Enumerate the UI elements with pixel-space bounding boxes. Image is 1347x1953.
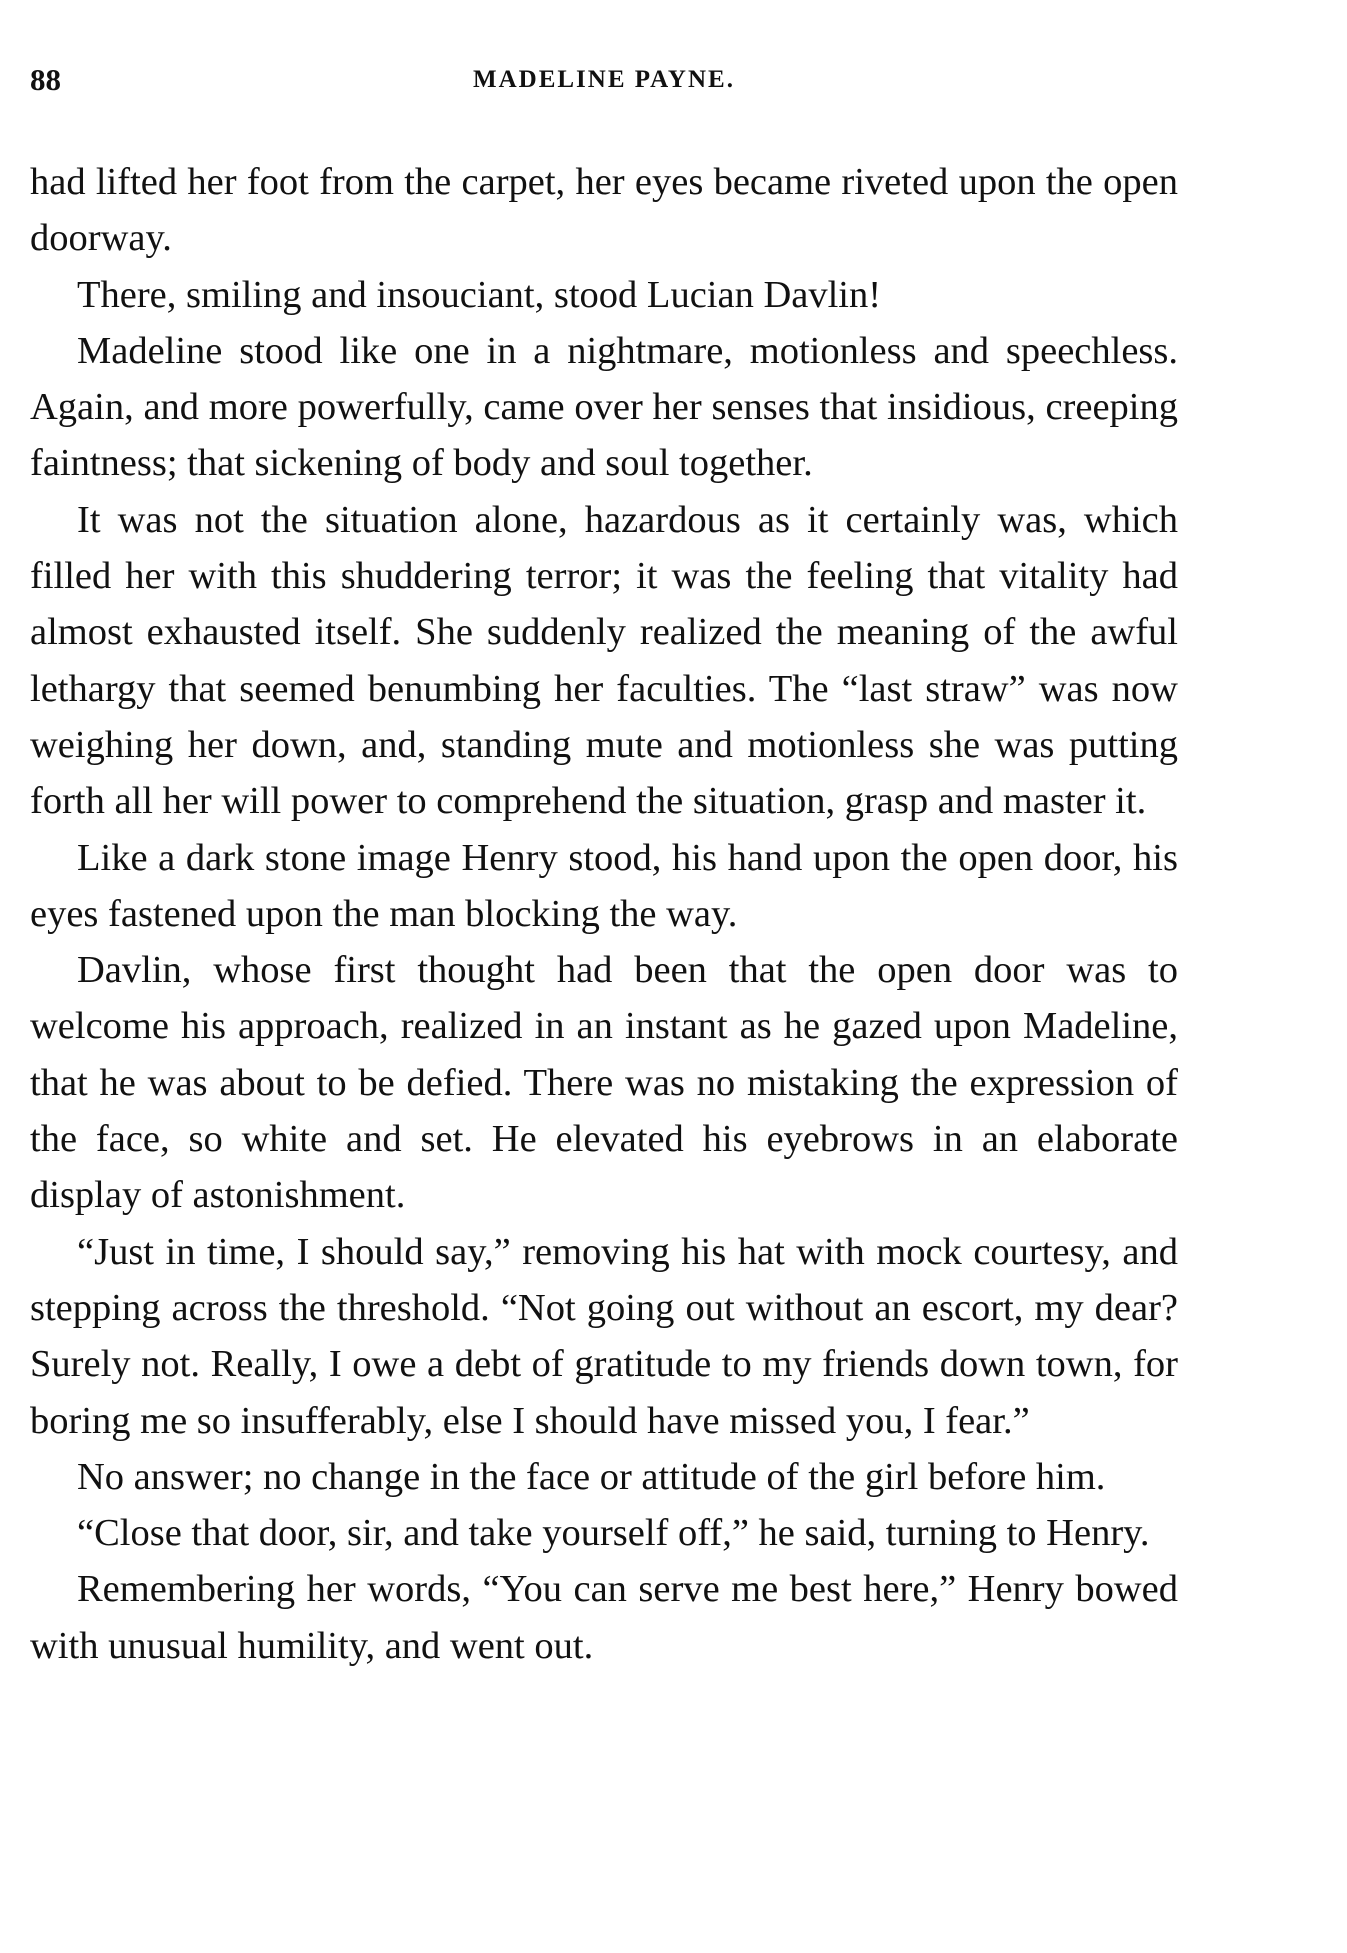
paragraph: had lifted her foot from the carpet, her eyes became riveted upon the open doorway. <box>30 161 1178 260</box>
paragraph: Remembering her words, “You can serve me best here,” Henry bowed with unusual humility, and went out. <box>30 1568 1178 1667</box>
paragraph: It was not the situation alone, hazardous as it certainly was, which filled her with this shuddering terror; it was the feeling that vitality had almost exhausted itself. She suddenly realized the meaning of the awful lethargy that seemed benumbing her faculties. The “last straw” was now weighing her down, and, standing mute and motionless she was putting forth all her will power to comprehend the situation, grasp and master it. <box>30 498 1178 823</box>
paragraph: There, smiling and insouciant, stood Lucian Davlin! <box>77 273 882 316</box>
running-head: MADELINE PAYNE. <box>473 66 735 93</box>
paragraph: No answer; no change in the face or attitude of the girl before him. <box>77 1455 1106 1498</box>
paragraph: Like a dark stone image Henry stood, his hand upon the open door, his eyes fastened upon the man blocking the way. <box>30 836 1178 935</box>
paragraph: “Just in time, I should say,” removing his hat with mock courtesy, and stepping across the threshold. “Not going out without an escort, my dear? Surely not. Really, I owe a debt of gratitude to my friends down town, for boring me so insufferably, else I should have missed you, I fear.” <box>30 1230 1178 1442</box>
paragraph: “Close that door, sir, and take yourself off,” he said, turning to Henry. <box>77 1512 1150 1555</box>
paragraph: Davlin, whose first thought had been that the open door was to welcome his approach, realized in an instant as he gazed upon Madeline, that he was about to be defied. There was no mistaking the expression of the face, so white and set. He elevated his eyebrows in an elaborate display of astonishment. <box>30 949 1178 1217</box>
page-number: 88 <box>30 62 61 97</box>
body-text <box>30 154 1178 1674</box>
page-header <box>30 62 1178 102</box>
book-page <box>30 0 1178 1953</box>
paragraph: Madeline stood like one in a nightmare, motionless and speechless. Again, and more powerfully, came over her senses that insidious, creeping faintness; that sickening of body and soul together. <box>30 329 1178 485</box>
